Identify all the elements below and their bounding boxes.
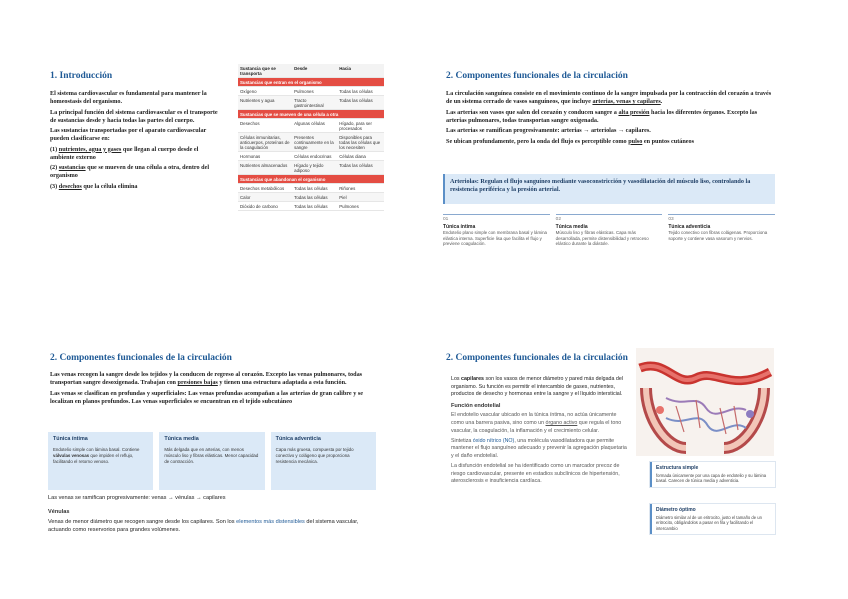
card-desc: Más delgada que en arterias, con menos músculo liso y fibras elásticas. Menor capacidad de contracción.: [164, 447, 259, 464]
slide3-title: 2. Componentes funcionales de la circulación: [50, 353, 232, 363]
layer-number: 02: [555, 217, 562, 222]
estructura-simple-box: [650, 462, 775, 487]
card-desc: Capa más gruesa, compuesta por tejido conectivo y colágeno que proporciona resistencia mecánica.: [275, 447, 354, 464]
layer-card: [48, 432, 153, 490]
box-title: Diámetro óptimo: [656, 507, 696, 513]
slide1-list-2: (2) sustancias que se mueven de una célula a otra, dentro del organismo: [50, 164, 210, 179]
slide3-p1: Las venas recogen la sangre desde los tejidos y la conducen de regreso al corazón. Excepto las venas pulmonares, todas transportan sangre desoxigenada. Trabajan con presiones bajas y tienen una estructura adaptada a esta función.: [50, 371, 363, 386]
slide1-title: 1. Introducción: [50, 71, 113, 81]
diametro-optimo-box: [650, 504, 775, 534]
arterial-layers: [443, 214, 775, 247]
layer-number: 01: [443, 217, 449, 222]
slide4-p1: Los capilares son los vasos de menor diámetro y pared más delgada del organismo. Su función es permitir el intercambio de gases, nutrientes, productos de desecho y hormonas entre la sangre y el líquido intersticial.: [451, 376, 623, 398]
table-section-row: Sustancias que se mueven de una célula a otra: [238, 110, 384, 119]
slide1-p2: La principal función del sistema cardiovascular es el transporte de sustancias desde y hacia todas las partes del cuerpo.: [50, 108, 218, 124]
slide3-body: [50, 371, 378, 408]
table-header-cell: Sustancia que se transporta: [238, 64, 292, 78]
slide3-lower: [48, 494, 378, 537]
table-header-cell: Desde: [292, 64, 337, 78]
venous-layers: [48, 432, 376, 490]
arteriolas-callout: Arteriolas: Regulan el flujo sanguíneo mediante vasoconstricción y vasodilatación del músculo liso, controlando la resistencia periférica y la presión arterial.: [443, 174, 775, 204]
table-row: Oxígeno Pulmones Todas las células: [238, 87, 384, 96]
slide3-p2: Las venas se clasifican en profundas y superficiales: Las venas profundas acompañan a las arterias de gran calibre y se localizan en planos profundos. Las venas superficiales se encuentran en el tejido subcutáneo: [50, 389, 363, 405]
slide4-p2: El endotelio vascular ubicado en la túnica íntima, no actúa únicamente como una barrera pasiva, sino como un órgano activo que regula el tono vascular, la coagulación, la inflamación y el crecimiento celular.: [451, 412, 622, 434]
layer-column: [443, 214, 550, 247]
box-desc: Diámetro similar al de un eritrocito, justo el tamaño de un eritrocito, obligándolos a pasar en fila y facilitando el intercambio: [656, 515, 762, 531]
card-desc: Endotelio simple con lámina basal. Contiene válvulas venosas que impiden el reflujo, facilitando el retorno venoso.: [53, 447, 140, 464]
table-row: Nutrientes y agua Tracto gastrointestinal Todas las células: [238, 96, 384, 110]
layer-column: [668, 214, 775, 247]
table-section-row: Sustancias que abandonan el organismo: [238, 175, 384, 184]
slide1-list-3: (3) desechos que la célula elimina: [50, 182, 138, 190]
slide1-p1: El sistema cardiovascular es fundamental para mantener la homeostasis del organismo.: [50, 90, 207, 105]
layer-number: 03: [668, 217, 674, 222]
slide2-title: 2. Componentes funcionales de la circulación: [446, 71, 628, 81]
layer-title: Túnica adventicia: [668, 224, 711, 230]
slide1-p3: Las sustancias transportadas por el aparato cardiovascular pueden clasificarse en:: [50, 127, 207, 142]
slide4-body: [451, 376, 629, 488]
table-row: Desechos metabólicos Todas las células Riñones: [238, 184, 384, 193]
table-header-cell: Hacia: [337, 64, 384, 78]
slide1-body: [50, 90, 222, 193]
slide1-list-1: (1) nutrientes, agua y gases que llegan al cuerpo desde el ambiente externo: [50, 145, 199, 161]
slide3-p4: Venas de menor diámetro que recogen sangre desde los capilares. Son los elementos más distensibles del sistema vascular, actuando como reservorios para grandes volúmenes.: [48, 519, 359, 533]
layer-desc: Endotelio plano simple con membrana basal y lámina elástica interna. Superficie lisa que facilita el flujo y previene coagulación.: [443, 230, 547, 247]
table-row: Hormonas Células endocrinas Células diana: [238, 152, 384, 161]
capillary-bed-illustration: [636, 348, 774, 456]
card-title: Túnica íntima: [53, 436, 88, 442]
box-title: Estructura simple: [656, 465, 699, 471]
card-title: Túnica adventicia: [275, 436, 321, 442]
slide2-p3: Las arterias se ramifican progresivamente: arterias → arteriolas → capilares.: [446, 127, 651, 134]
slide2-body: [446, 90, 778, 148]
layer-desc: Músculo liso y fibras elásticas. Capa más desarrollada, permite distensibilidad y retroceso elástico durante la diástole.: [555, 230, 649, 247]
table-row: Calor Todas las células Piel: [238, 193, 384, 202]
table-header-row: [238, 64, 384, 78]
slide-arterias: [424, 0, 848, 299]
slide4-p3: Sintetiza óxido nítrico (NO), una molécula vasodilatadora que permite mantener el flujo sanguíneo adecuado y prevenir la agregación plaquetaria y el daño endotelial.: [451, 437, 627, 459]
card-title: Túnica media: [164, 436, 199, 442]
layer-desc: Tejido conectivo con fibras colágenas. Proporciona soporte y contiene vasa vasorum y nervios.: [668, 230, 768, 241]
slide2-p2: Las arterias son vasos que salen del corazón y conducen sangre a alta presión hacia los diferentes órganos. Excepto las arterias pulmonares, todas transportan sangre oxigenada.: [446, 108, 758, 124]
substances-table: [238, 64, 384, 211]
layer-card: [271, 432, 376, 490]
table-row: Dióxido de carbono Todas las células Pulmones: [238, 202, 384, 211]
layer-column: [556, 214, 663, 247]
slide2-p4: Se ubican profundamente, pero la onda del flujo es perceptible como pulso en puntos cutáneos: [446, 137, 695, 145]
slide4-title: 2. Componentes funcionales de la circulación: [446, 353, 628, 363]
slide3-p3: Las venas se ramifican progresivamente: venas → vénulas → capilares: [48, 495, 226, 501]
slide2-p1: La circulación sanguínea consiste en el movimiento continuo de la sangre impulsada por la contracción del corazón a través de un sistema cerrado de vasos sanguíneos, que incluye arterias, venas y capilares.: [446, 90, 772, 105]
table-row: Células inmunitarias, anticuerpos, proteínas de la coagulación Presentes continuamente en la sangre Disponibles para todas las células que los necesiten: [238, 133, 384, 152]
layer-card: [159, 432, 264, 490]
slide4-p4: La disfunción endotelial se ha identificado como un marcador precoz de riesgo cardiovascular, presente en estadios subclínicos de hipertensión, aterosclerosis e insuficiencia cardíaca.: [451, 462, 620, 485]
table-section-row: Sustancias que entran en el organismo: [238, 78, 384, 87]
box-desc: formada únicamente por una capa de endotelio y su lámina basal. Carecen de túnica media y adventicia.: [656, 473, 767, 484]
venulas-heading: Vénulas: [48, 509, 70, 515]
funcion-endotelial-heading: Función endotelial: [451, 402, 501, 409]
layer-title: Túnica íntima: [443, 224, 476, 230]
table-row: Desechos Algunas células Hígado, para ser procesados: [238, 119, 384, 133]
layer-title: Túnica media: [555, 224, 588, 230]
table-row: Nutrientes almacenados Hígado y tejido adiposo Todas las células: [238, 161, 384, 175]
